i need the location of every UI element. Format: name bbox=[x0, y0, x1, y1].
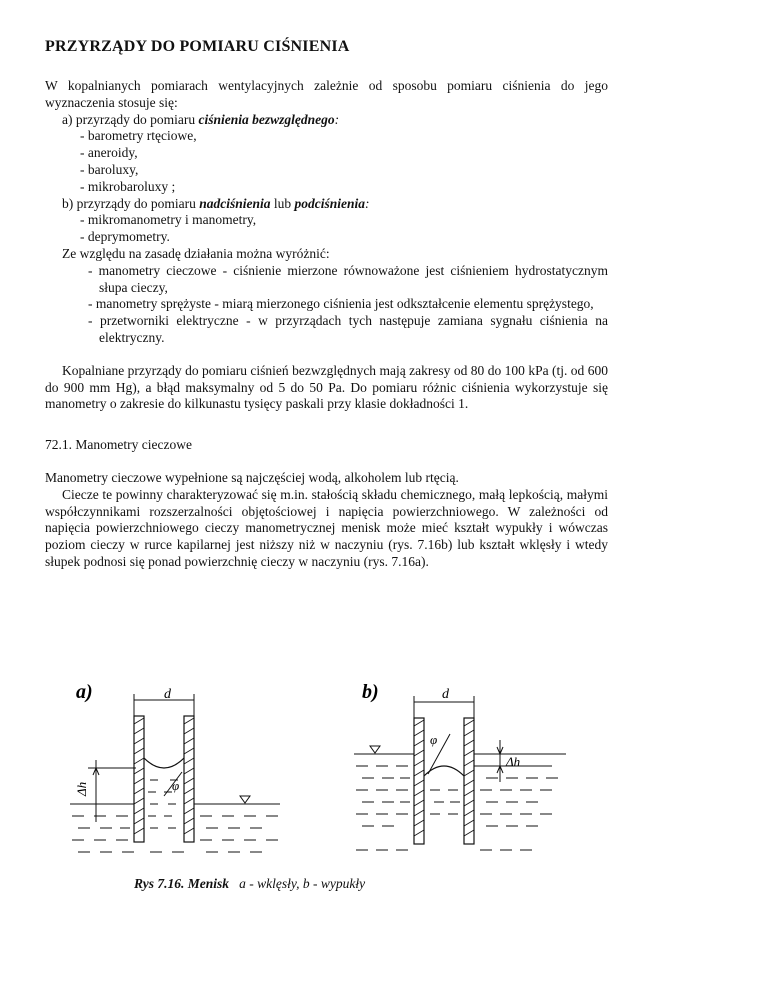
principle-intro: Ze względu na zasadę działania można wyróżnić: bbox=[62, 245, 330, 261]
caption-bold: Rys 7.16. Menisk bbox=[134, 876, 230, 891]
list-a-prefix: a) przyrządy do pomiaru bbox=[62, 111, 199, 127]
list-a-emphasis: ciśnienia bezwzględnego bbox=[198, 111, 335, 127]
meniscus-paragraph: Ciecze te powinny charakteryzować się m.in. stałością składu chemicznego, małą lepkością, małymi współczynnikami rozszerzalności objętościowej i napięcia powierzchniowego. W zależności od napięcia powierzchniowego cieczy manometrycznej menisk może mieć kształt wypukły i wówczas poziom cieczy w rurce kapilarnej jest niższy niż w naczyniu (rys. 7.16b) lub kształt wklęsły i wtedy słupek podnosi się ponad powierzchnię cieczy w naczyniu (rys. 7.16a). bbox=[45, 486, 608, 569]
figure-caption bbox=[134, 876, 365, 892]
list-item: - mikrobaroluxy ; bbox=[80, 178, 176, 194]
list-item: - mikromanometry i manometry, bbox=[80, 212, 257, 228]
principle-item: - manometry sprężyste - miarą mierzonego ciśnienia jest odkształcenie elementu sprężystego, bbox=[88, 296, 594, 312]
fluids-paragraph: Manometry cieczowe wypełnione są najczęściej wodą, alkoholem lub rtęcią. bbox=[45, 469, 459, 485]
list-a-suffix: : bbox=[334, 111, 340, 127]
document-body bbox=[45, 38, 608, 571]
page-title: PRZYRZĄDY DO POMIARU CIŚNIENIA bbox=[45, 38, 350, 55]
principle-item: - manometry cieczowe - ciśnienie mierzone równoważone jest ciśnieniem hydrostatycznym słupa cieczy, bbox=[88, 262, 608, 295]
list-a-heading bbox=[45, 112, 608, 129]
principle-item: - przetworniki elektryczne - w przyrządach tych następuje zamiana sygnału ciśnienia na elektryczny. bbox=[88, 313, 608, 345]
list-item: - deprymometry. bbox=[80, 229, 170, 245]
figure-a-d-label: d bbox=[164, 687, 171, 702]
figure-a-phi-label: φ bbox=[172, 778, 180, 793]
caption-rest: a - wklęsły, b - wypukły bbox=[239, 876, 366, 891]
list-b-emphasis-1: nadciśnienia bbox=[199, 195, 271, 211]
list-b-mid: lub bbox=[270, 195, 295, 211]
figure-b-convex-meniscus bbox=[350, 672, 640, 872]
ranges-paragraph: Kopalniane przyrządy do pomiaru ciśnień bezwzględnych mają zakresy od 80 do 100 kPa (tj. od 600 do 900 mm Hg), a błąd maksymalny od 5 do 50 Pa. Do pomiaru różnic ciśnienia wykorzystuje się manometry o zakresie do kilkunastu tysięcy paskali przy klasie dokładności 1. bbox=[45, 362, 608, 412]
figure-b-d-label: d bbox=[442, 687, 449, 702]
list-b-emphasis-2: podciśnienia bbox=[294, 195, 365, 211]
list-item: - aneroidy, bbox=[80, 145, 138, 161]
list-item: - barometry rtęciowe, bbox=[80, 128, 197, 144]
figure-a-label: a) bbox=[76, 681, 93, 703]
list-b-suffix: : bbox=[365, 195, 370, 211]
list-b-heading bbox=[45, 196, 608, 213]
list-item: - baroluxy, bbox=[80, 161, 139, 177]
figure-a-concave-meniscus bbox=[60, 672, 360, 872]
section-title: 72.1. Manometry cieczowe bbox=[45, 437, 192, 453]
figure-b-phi-label: φ bbox=[430, 732, 438, 747]
figure-b-label: b) bbox=[362, 681, 379, 703]
list-b-prefix: b) przyrządy do pomiaru bbox=[62, 195, 200, 211]
figure-a-dh-label: Δh bbox=[74, 781, 89, 796]
figure-b-dh-label: Δh bbox=[506, 754, 521, 769]
intro-paragraph: W kopalnianych pomiarach wentylacyjnych zależnie od sposobu pomiaru ciśnienia do jego wyznaczenia stosuje się: bbox=[45, 78, 608, 110]
